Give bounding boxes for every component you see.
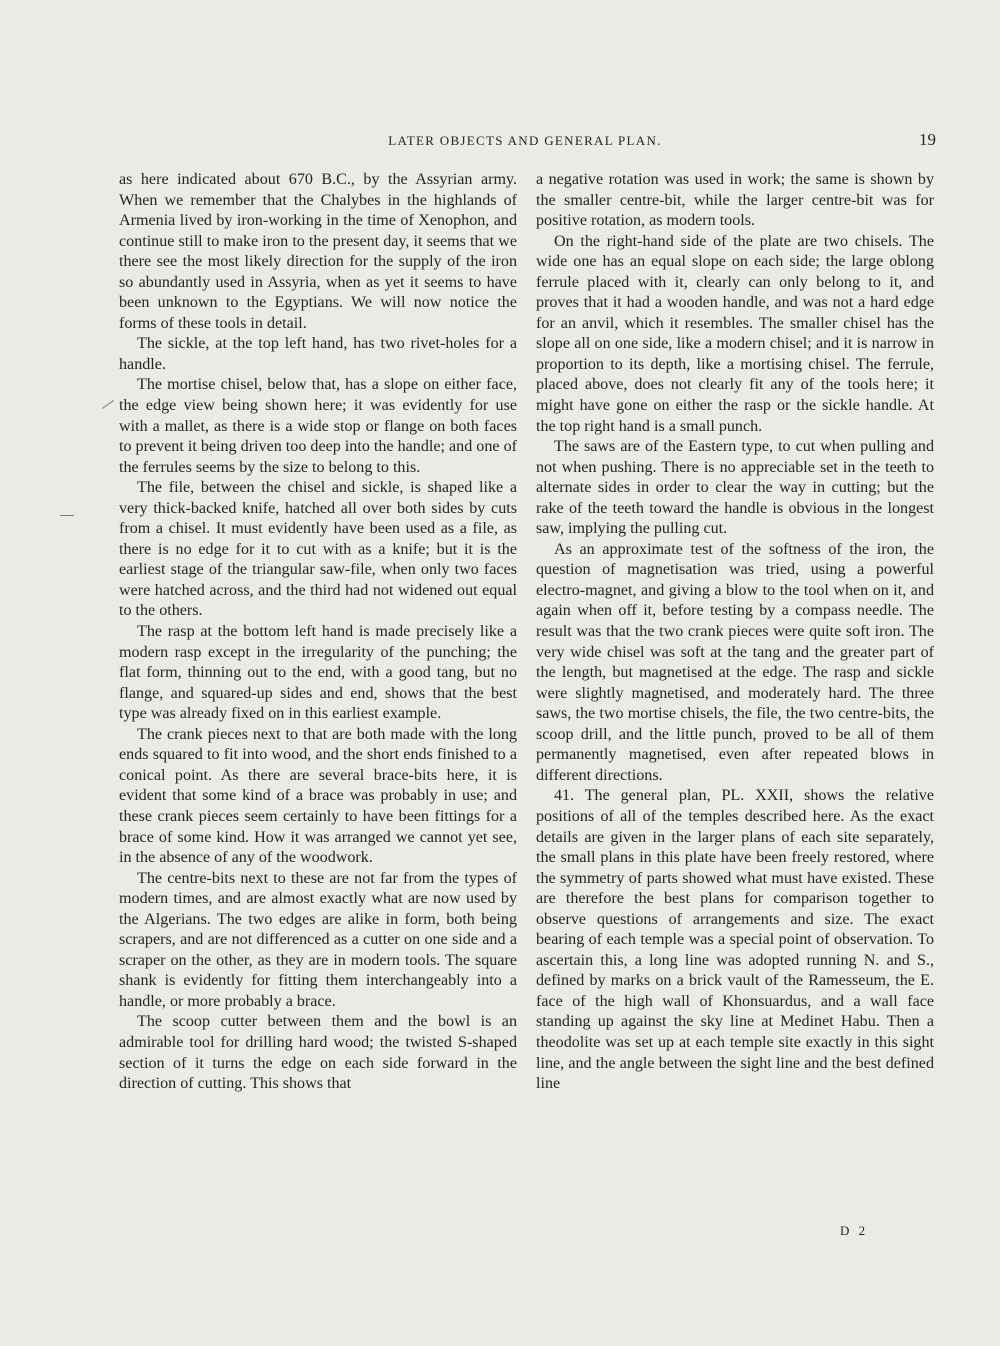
margin-pencil-mark: [60, 515, 74, 516]
paragraph: a negative rotation was used in work; the same is shown by the smaller centre-bit, while the larger centre-bit was for positive rotation, as modern tools.: [536, 171, 934, 230]
paragraph: The sickle, at the top left hand, has two rivet-holes for a handle.: [119, 335, 517, 373]
paragraph: The scoop cutter between them and the bowl is an admirable tool for drilling hard wood; the twisted S-shaped section of it turns the edge on each side forward in the direction of cutting. This shows that: [119, 1013, 517, 1093]
paragraph: The saws are of the Eastern type, to cut when pulling and not when pushing. There is no appreciable set in the teeth to alternate sides in order to clear the way in cutting; but the rake of the teeth toward the handle is obvious in the longest saw, implying the pulling cut.: [536, 438, 934, 538]
paragraph: On the right-hand side of the plate are two chisels. The wide one has an equal slope on each side; the large oblong ferrule placed with it, clearly can only belong to it, and proves that it had a wooden handle, and was not a hard edge for an anvil, which it resembles. The smaller chisel has the slope all on one side, like a modern chisel; and it is narrow in proportion to its depth, like a mortising chisel. The ferrule, placed above, does not clearly fit any of the tools here; it might have gone on either the rasp or the sickle handle. At the top right hand is a small punch.: [536, 232, 934, 435]
right-column: [536, 170, 934, 1095]
paragraph: The centre-bits next to these are not far from the types of modern times, and are almost exactly what are now used by the Algerians. The two edges are alike in form, both being scrapers, and are not differenced as a cutter on one side and a scraper on the other, as they are in modern tools. The square shank is evidently for fitting them interchangeably into a handle, or more probably a brace.: [119, 869, 517, 1010]
paragraph: The mortise chisel, below that, has a slope on either face, the edge view being shown here; it was evidently for use with a mallet, as there is a wide stop or flange on both faces to prevent it being driven too deep into the handle; and one of the ferrules seems by the size to belong to this.: [119, 376, 517, 476]
paragraph: The crank pieces next to that are both made with the long ends squared to fit into wood, and the short ends finished to a conical point. As there are several brace-bits here, it is evident that some kind of a brace was probably in use; and these crank pieces seem certainly to have been fittings for a brace of some kind. How it was arranged we cannot yet see, in the absence of any of the woodwork.: [119, 725, 517, 867]
page-number: 19: [919, 130, 936, 149]
paragraph: The rasp at the bottom left hand is made precisely like a modern rasp except in the irregularity of the punching; the flat form, thinning out to the end, with a good tang, but no flange, and squared-up sides and end, shows that the best type was already fixed on in this earliest example.: [119, 623, 517, 723]
paragraph: 41. The general plan, PL. XXII, shows the relative positions of all of the temples described here. As the exact details are given in the larger plans of each site separately, the small plans in this plate have been freely restored, where the symmetry of parts showed what must have existed. These are therefore the best plans for comparison together to observe questions of arrangements and size. The exact bearing of each temple was a special point of observation. To ascertain this, a long line was adopted running N. and S., defined by marks on a brick vault of the Ramesseum, the E. face of the high wall of Khonsuardus, and a wall face standing up against the sky line at Medinet Habu. Then a theodolite was set up at each temple site exactly in this sight line, and the angle between the sight line and the best defined line: [536, 787, 934, 1093]
paragraph: As an approximate test of the softness of the iron, the question of magnetisation was tried, using a powerful electro-magnet, and giving a blow to the tool when on it, and again when off it, before testing by a compass needle. The result was that the two crank pieces were quite soft iron. The very wide chisel was soft at the tang and the greater part of the length, but magnetised at the edge. The rasp and sickle were slightly magnetised, and moderately hard. The three saws, the two mortise chisels, the file, the two centre-bits, the scoop drill, and the little punch, proved to be all of them permanently magnetised, even after repeated blows in different directions.: [536, 540, 934, 784]
paragraph: as here indicated about 670 B.C., by the Assyrian army. When we remember that the Chalybes in the highlands of Armenia lived by iron-working in the time of Xenophon, and continue still to make iron to the present day, it seems that we there see the most likely direction for the supply of the iron so abundantly used in Assyria, when as yet it seems to have been unknown to the Egyptians. We will now notice the forms of these tools in detail.: [119, 171, 517, 332]
running-header: LATER OBJECTS AND GENERAL PLAN.: [388, 133, 662, 148]
margin-pencil-mark: [102, 400, 114, 409]
left-column: [119, 170, 517, 1095]
signature-mark: D 2: [840, 1223, 869, 1238]
paragraph: The file, between the chisel and sickle, is shaped like a very thick-backed knife, hatched all over both sides by cuts from a chisel. It must evidently have been used as a file, as there is no edge for it to cut with as a knife; but it is the earliest stage of the triangular saw-file, when only two faces were hatched across, and the third had not widened out equal to the others.: [119, 479, 517, 620]
